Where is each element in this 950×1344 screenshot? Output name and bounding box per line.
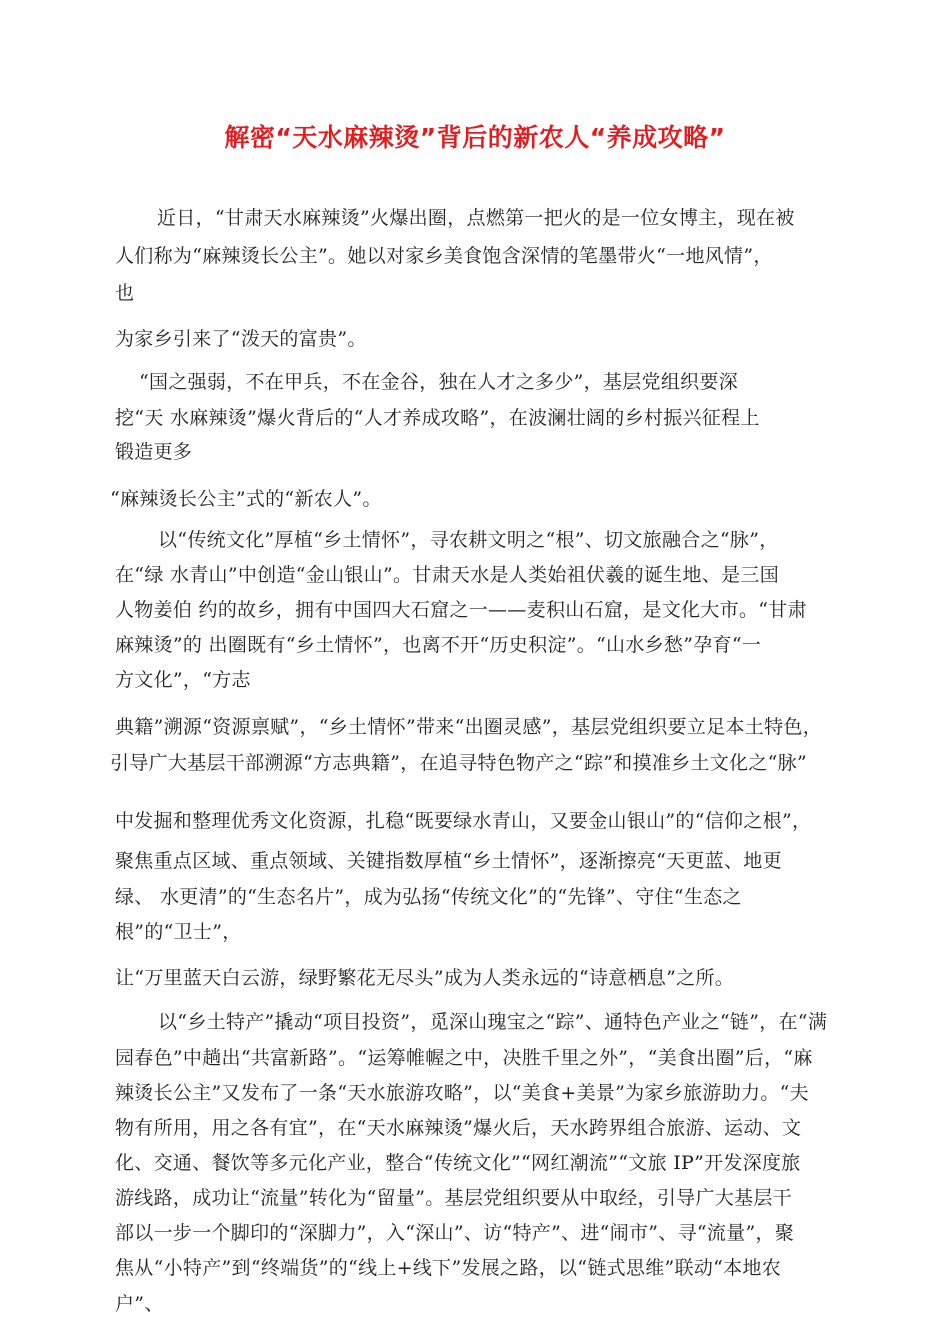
text-line: 焦从“小特产”到“终端货”的“线上+线下”发展之路，以“链式思维”联动“本地农 [115, 1257, 782, 1279]
text-line: 引导广大基层干部溯源“方志典籍”，在追寻特色物产之“踪”和摸准乡土文化之“脉” [110, 752, 807, 774]
text-line: 锻造更多 [115, 441, 193, 463]
text-line: 近日，“甘肃天水麻辣烫”火爆出圈，点燃第一把火的是一位女博主，现在被 [157, 207, 795, 229]
text-line: 挖“天 水麻辣烫”爆火背后的“人才养成攻略”，在波澜壮阔的乡村振兴征程上 [115, 407, 760, 429]
text-line: 人们称为“麻辣烫长公主”。她以对家乡美食饱含深情的笔墨带火“一地风情”， [115, 245, 773, 267]
page-title: 解密“天水麻辣烫”背后的新农人“养成攻略” [224, 123, 726, 152]
text-line: 园春色”中趟出“共富新路”。“运筹帷幄之中，决胜千里之外”，“美食出圈”后，“麻 [115, 1047, 813, 1069]
text-line: 以“乡土特产”撬动“项目投资”，觅深山瑰宝之“踪”、通特色产业之“链”，在“满 [158, 1011, 828, 1033]
text-line: 辣烫长公主”又发布了一条“天水旅游攻略”，以“美食+美景”为家乡旅游助力。“夫 [115, 1082, 809, 1104]
text-line: 绿、 水更清”的“生态名片”，成为弘扬“传统文化”的“先锋”、守住“生态之 [115, 886, 742, 908]
text-line: 让“万里蓝天白云游，绿野繁花无尽头”成为人类永远的“诗意栖息”之所。 [115, 967, 735, 989]
text-line: 根”的“卫士”， [115, 921, 242, 943]
text-line: “麻辣烫长公主”式的“新农人”。 [110, 488, 382, 510]
text-line: 为家乡引来了“泼天的富贵”。 [115, 328, 367, 350]
text-line: 麻辣烫”的 出圈既有“乡土情怀”，也离不开“历史积淀”。“山水乡愁”孕育“一 [115, 634, 762, 656]
text-line: 人物姜伯 约的故乡，拥有中国四大石窟之一——麦积山石窟，是文化大市。“甘肃 [115, 599, 807, 621]
text-line: 聚焦重点区域、重点领域、关键指数厚植“乡土情怀”，逐渐擦亮“天更蓝、地更 [115, 850, 782, 872]
text-line: “国之强弱，不在甲兵，不在金谷，独在人才之多少”，基层党组织要深 [139, 371, 739, 393]
text-line: 典籍”溯源“资源禀赋”，“乡土情怀”带来“出圈灵感”，基层党组织要立足本土特色， [115, 716, 822, 738]
text-line: 户”、 [115, 1293, 164, 1315]
text-line: 中发掘和整理优秀文化资源，扎稳“既要绿水青山，又要金山银山”的“信仰之根”， [115, 810, 812, 832]
text-line: 在“绿 水青山”中创造“金山银山”。甘肃天水是人类始祖伏羲的诞生地、是三国 [115, 564, 779, 586]
text-line: 也 [115, 282, 135, 304]
text-line: 方文化”，“方志 [115, 669, 251, 691]
text-line: 游线路，成功让“流量”转化为“留量”。基层党组织要从中取经，引导广大基层干 [115, 1187, 792, 1209]
text-line: 化、交通、餐饮等多元化产业，整合“传统文化”“网红潮流”“文旅 IP”开发深度旅 [115, 1152, 801, 1174]
text-line: 部以一步一个脚印的“深脚力”，入“深山”、访“特产”、进“闹市”、寻“流量”，聚 [115, 1222, 795, 1244]
text-line: 以“传统文化”厚植“乡土情怀”，寻农耕文明之“根”、切文旅融合之“脉”， [158, 529, 779, 551]
text-line: 物有所用，用之各有宜”，在“天水麻辣烫”爆火后，天水跨界组合旅游、运动、文 [115, 1117, 802, 1139]
